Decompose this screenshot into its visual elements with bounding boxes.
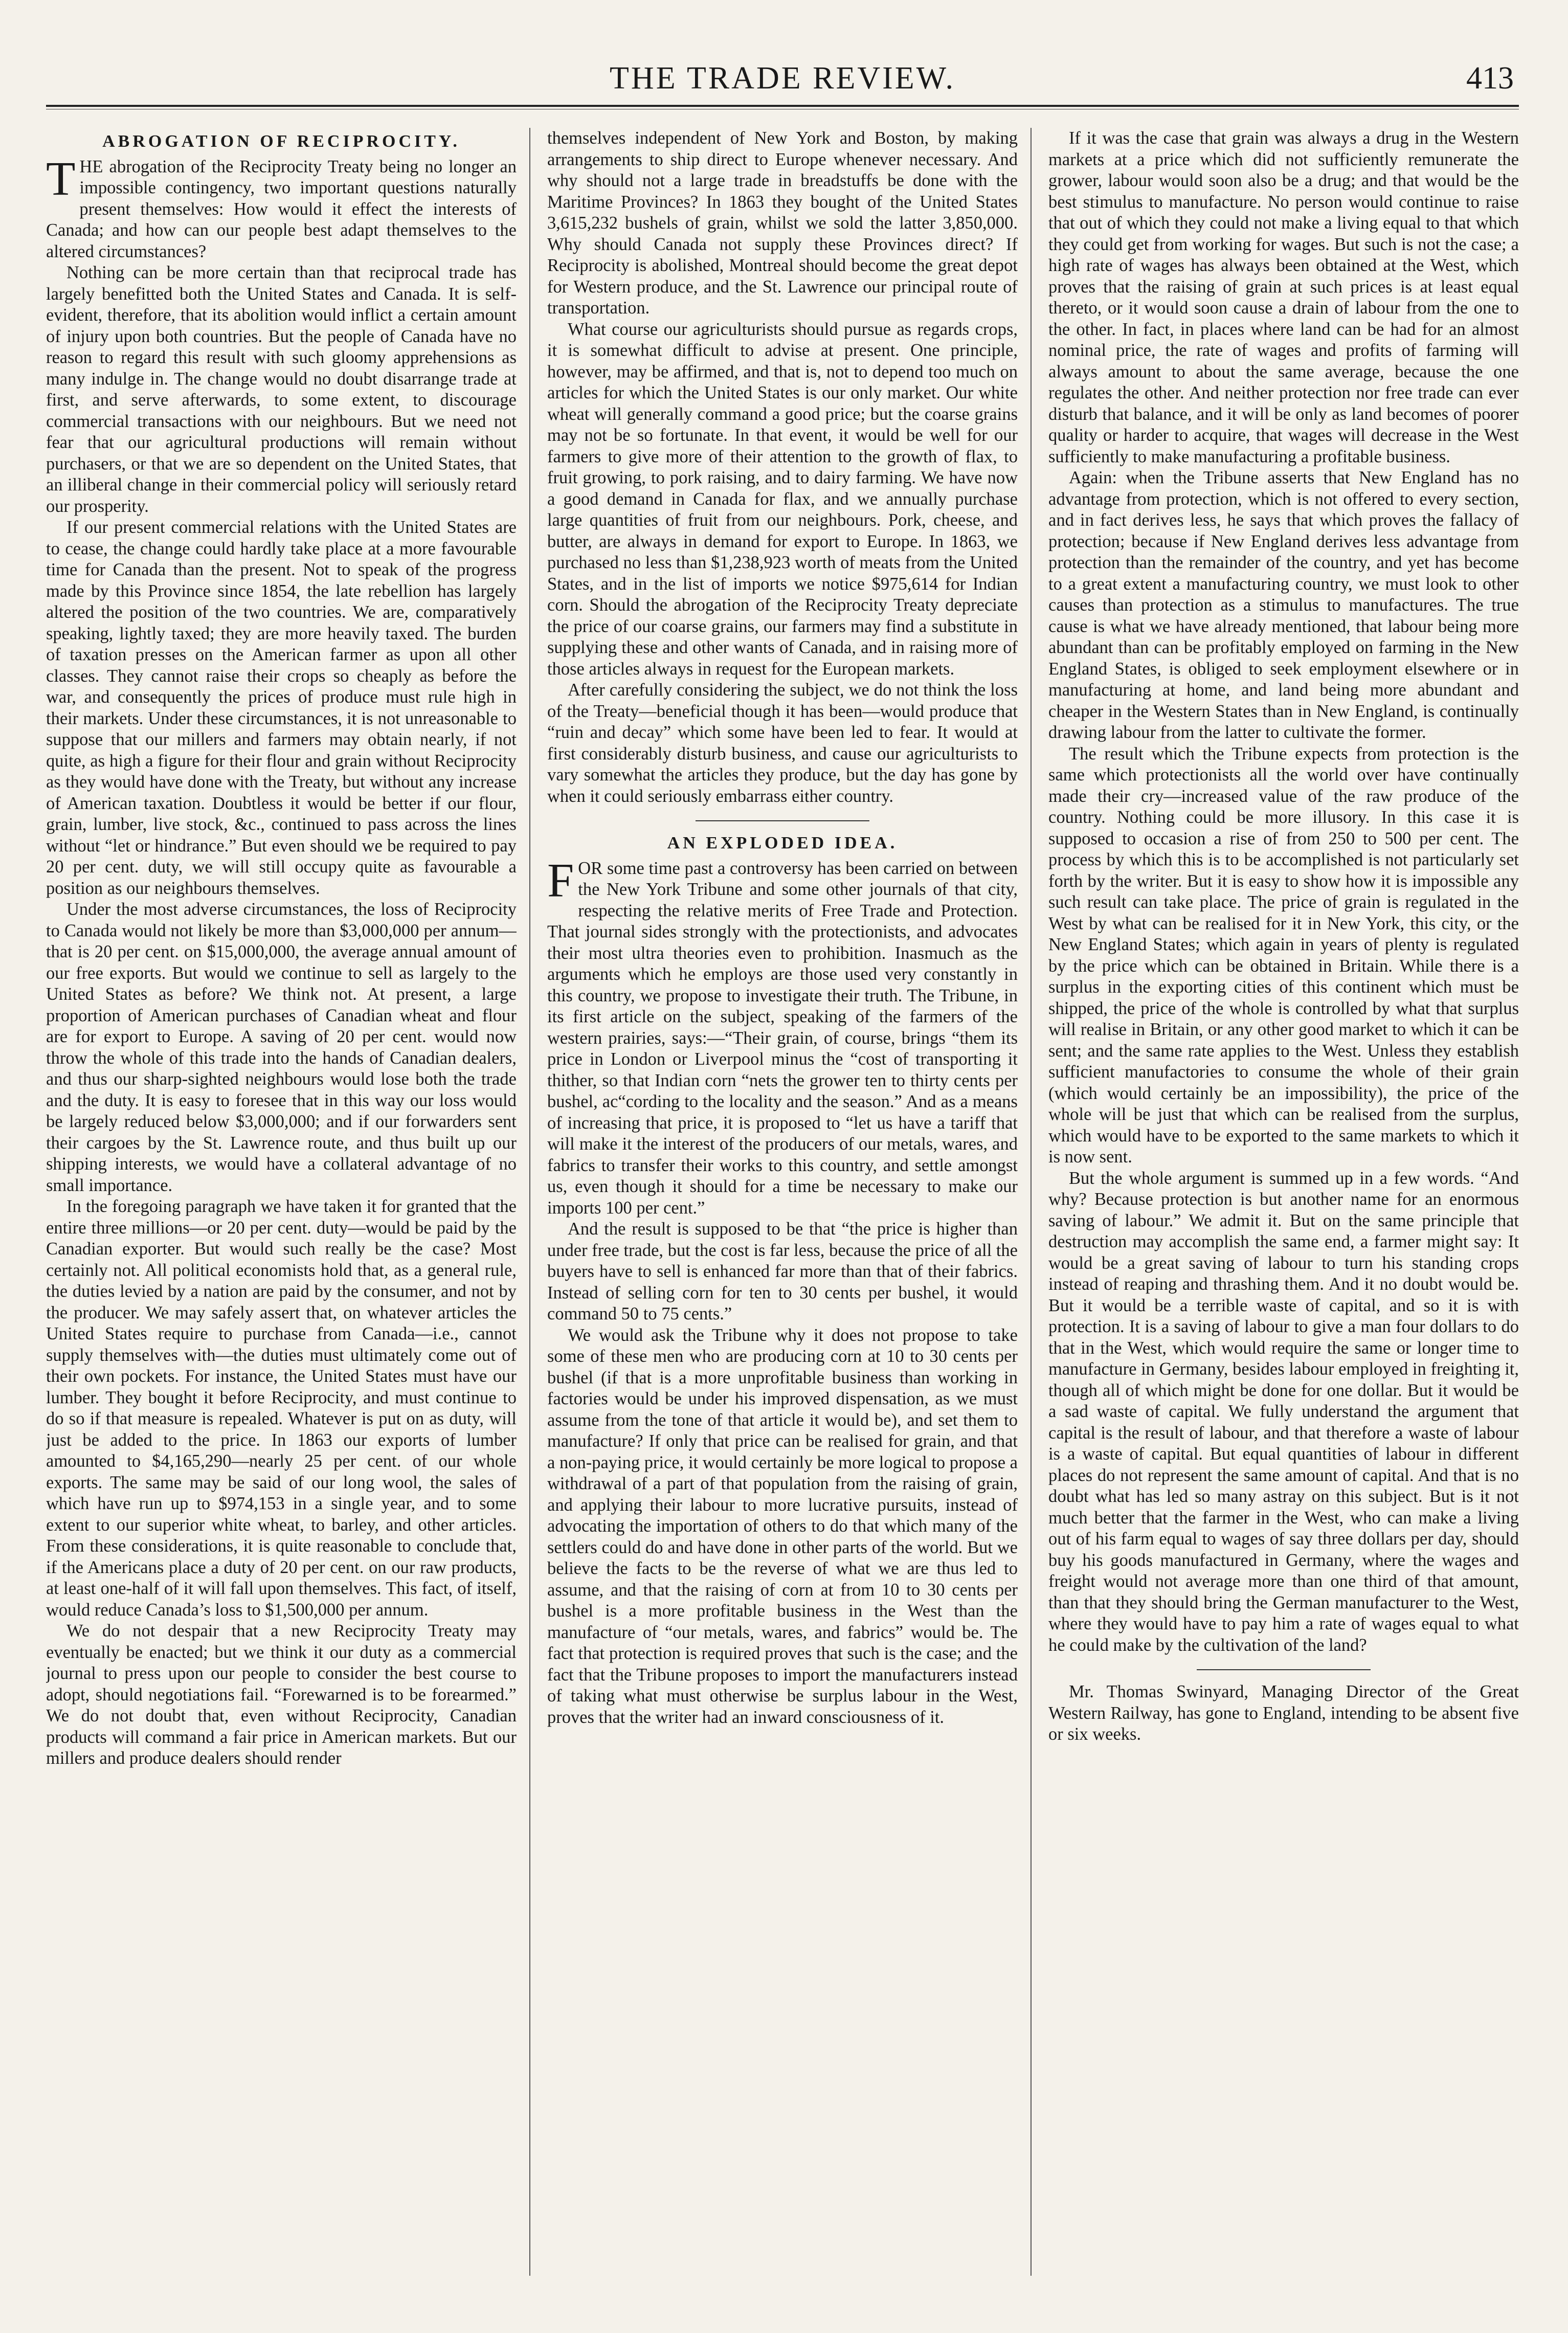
- section-divider: [696, 820, 869, 821]
- column-divider: [1031, 128, 1032, 2276]
- masthead-rule: [46, 105, 1519, 107]
- article-heading-exploded-idea: AN EXPLODED IDEA.: [667, 834, 898, 853]
- article-paragraph: We do not despair that a new Reciprocity Treaty may eventually be enacted; but we think it our duty as a commercial journal to press upon our people to consider the best course to adopt, should negotiations fail. “Forewarned is to be forearmed.” We do not doubt that, even without Reciprocity, Canadian products will command a fair price in American markets. But our millers and produce dealers should render: [46, 1621, 517, 1768]
- article-paragraph: THE abrogation of the Reciprocity Treaty being no longer an impossible contingency, two important questions naturally present themselves: How would it effect the interests of Canada; and how can our people best adapt themselves to the altered circumstances?: [46, 152, 517, 261]
- column-1: [46, 128, 517, 2276]
- article-paragraph: FOR some time past a controversy has been carried on between the New York Tribune and some other journals of that city, respecting the relative merits of Free Trade and Protection. That journal sides strongly with the protectionists, and advocates their most ultra theories even to prohibition. Inasmuch as the arguments which he employs are those used very constantly in this country, we propose to investigate their truth. The Tribune, in its first article on the subject, speaking of the farmers of the western prairies, says:—“Their grain, of course, brings “them its price in London or Liverpool minus the “cost of transporting it thither, so that Indian corn “nets the grower ten to thirty cents per bushel, ac“cording to the locality and the season.” And as a means of increasing that price, it is proposed to “let us have a tariff that will make it the interest of the producers of our metals, wares, and fabrics to transfer their works to this country, and settle amongst us, even though it should for a time be necessary to make our imports 100 per cent.”: [547, 854, 1018, 1218]
- article-paragraph: After carefully considering the subject, we do not think the loss of the Treaty—beneficial though it has been—would produce that “ruin and decay” which some have been led to fear. It would at first considerably disturb business, and cause our agriculturists to vary somewhat the articles they produce, but the day has gone by when it could seriously embarrass either country.: [547, 680, 1018, 806]
- masthead: [46, 51, 1519, 107]
- column-3: [1048, 128, 1519, 2276]
- article-paragraph: If our present commercial relations with the United States are to cease, the change could hardly take place at a more favourable time for Canada than the present. Not to speak of the progress made by this Province since 1854, the late rebellion has largely altered the position of the two countries. We are, comparatively speaking, lightly taxed; they are more heavily taxed. The burden of taxation presses on the American farmer as upon all other classes. They cannot raise their crops so cheaply as before the war, and consequently the prices of produce must rule high in their markets. Under these circumstances, it is not unreasonable to suppose that our millers and farmers may obtain nearly, if not quite, as high a figure for their flour and grain without Reciprocity as they would have done with the Treaty, but without any increase of American taxation. Doubtless it would be better if our flour, grain, lumber, live stock, &c., continued to pass across the lines without “let or hindrance.” But even should we be required to pay 20 per cent. duty, we will still occupy quite as favourable a position as our neighbours themselves.: [46, 518, 517, 898]
- page-number: 413: [1466, 61, 1514, 96]
- article-paragraph: What course our agriculturists should pursue as regards crops, it is somewhat difficult to advise at present. One principle, however, may be affirmed, and that is, not to depend too much on articles for which the United States is our only market. Our white wheat will generally command a good price; but the coarse grains may not be so fortunate. In that event, it would be well for our farmers to give more of their attention to the growth of flax, to fruit growing, to pork raising, and to dairy farming. We have now a good demand in Canada for flax, and we annually purchase large quantities of fruit from our neighbours. Pork, cheese, and butter, are always in demand for export to Europe. In 1863, we purchased no less than $1,238,923 worth of meats from the United States, and in the list of imports we notice $975,614 for Indian corn. Should the abrogation of the Reciprocity Treaty depreciate the price of our coarse grains, our farmers may find a substitute in supplying these and other wants of Canada, and in raising more of those articles always in request for the European markets.: [547, 319, 1018, 679]
- article-paragraph: We would ask the Tribune why it does not propose to take some of these men who are producing corn at 10 to 30 cents per bushel (if that is a more unprofitable business than working in factories would be under his improved dispensation, as we must assume from the tone of that article it would be), and set them to manufacture? If only that price can be realised for grain, and that a non-paying price, it would certainly be more logical to propose a withdrawal of a part of that population from the raising of grain, and applying their labour to more lucrative pursuits, instead of advocating the importation of others to do that which many of the settlers could do and have done in other parts of the world. But we believe the facts to be the reverse of what we are thus led to assume, and that the raising of corn at from 10 to 30 cents per bushel is a more profitable business in the West than the manufacture of “our metals, wares, and fabrics” would be. The fact that protection is required proves that such is the case; and the fact that the Tribune proposes to import the manufacturers instead of taking what must otherwise be surplus labour in the West, proves that the writer had an inward consciousness of it.: [547, 1325, 1018, 1727]
- article-paragraph: The result which the Tribune expects from protection is the same which protectionists all the world over have continually made their cry—increased value of the raw produce of the country. Nothing could be more illusory. In this case it is supposed to occasion a rise of from 250 to 500 per cent. The process by which this is to be accomplished is not particularly set forth by the writer. But it is easy to show how it is impossible any such result can take place. The price of grain is regulated in the West by what can be realised for it in New York, this city, or the New England States; which again in years of plenty is regulated by the price which can be obtained in Britain. While there is a surplus in the exporting cities of this continent which must be shipped, the price of the whole is controlled by what that surplus will realise in Britain, or any other good market to which it can be sent; and the same rate applies to the West. Unless they establish sufficient manufactories to consume the whole of their grain (which would certainly be an impossibility), the price of the whole will be just that which can be realised from the surplus, which would have to be exported to the same markets to which it is now sent.: [1048, 744, 1519, 1167]
- drop-cap: F: [547, 854, 574, 907]
- drop-cap: T: [46, 152, 76, 206]
- article-paragraph: Nothing can be more certain than that reciprocal trade has largely benefitted both the United States and Canada. It is self-evident, therefore, that its abolition would inflict a certain amount of injury upon both countries. But the people of Canada have no reason to regard this result with such gloomy apprehensions as many indulge in. The change would no doubt disarrange trade at first, and serve afterwards, to some extent, to discourage commercial transactions with our neighbours. But we need not fear that our agricultural productions will remain without purchasers, or that we are so dependent on the United States, that an illiberal change in their commercial policy will seriously retard our prosperity.: [46, 263, 517, 516]
- article-paragraph: And the result is supposed to be that “the price is higher than under free trade, but the cost is far less, because the price of all the buyers have to sell is enhanced far more than that of their fabrics. Instead of selling corn for ten to 30 cents per bushel, it would command 50 to 75 cents.”: [547, 1219, 1018, 1323]
- article-paragraph: Again: when the Tribune asserts that New England has no advantage from protection, which is not offered to every section, and in fact derives less, he says that which proves the fallacy of protection; because if New England derives less advantage from protection than the remainder of the country, and yet has become to a great extent a manufacturing country, we must look to other causes than protection as a stimulus to manufactures. The true cause is what we have already mentioned, that labour being more abundant than can be profitably employed on farming in the New England States, is obliged to seek employment elsewhere or in manufacturing at home, and land being more abundant and cheaper in the Western States than in New England, is continually drawing labour from the latter to cultivate the former.: [1048, 468, 1519, 742]
- article-paragraph: If it was the case that grain was always a drug in the Western markets at a price which did not sufficiently remunerate the grower, labour would soon also be a drug; and that would be the best stimulus to manufacture. No person would continue to raise that out of which they could not make a living equal to that which they could get from working for wages. But such is not the case; a high rate of wages has always been obtained at the West, which proves that the raising of grain at such prices is at least equal thereto, or it would soon cause a drain of labour from the one to the other. In fact, in places where land can be had for an almost nominal price, the rate of wages and profits of farming will always amount to about the same average, because the one regulates the other. And neither protection nor free trade can ever disturb that balance, and it will be only as land becomes of poorer quality or harder to acquire, that wages will decrease in the West sufficiently to make manufacturing a profitable business.: [1048, 128, 1519, 466]
- article-paragraph: But the whole argument is summed up in a few words. “And why? Because protection is but another name for an enormous saving of labour.” We admit it. But on the same principle that destruction may accomplish the same end, a farmer might say: It would be a great saving of labour to turn his standing crops instead of reaping and thrashing them. And it no doubt would be. But it would be a terrible waste of capital, and so it is with protection. It is a saving of labour to give a man four dollars to do that in the West, which would require the same or longer time to manufacture in Germany, besides labour employed in freighting it, though all of which might be done for one dollar. But it would be a sad waste of capital. We fully understand the argument that capital is the result of labour, and that therefore a waste of labour is a waste of capital. But equal quantities of labour in different places do not represent the same amount of capital. And that is no doubt what has led so many astray on this subject. But is it not much better that the farmer in the West, who can make a living out of his farm equal to wages of say three dollars per day, should buy his goods manufactured in Germany, where the wages and freight would not average more than one third of that amount, than that they should bring the German manufacturer to the West, where they would have to pay him a rate of wages equal to what he could make by the cultivation of the land?: [1048, 1168, 1519, 1655]
- column-divider: [529, 128, 530, 2276]
- article-heading-reciprocity: ABROGATION OF RECIPROCITY.: [102, 132, 460, 151]
- notice-paragraph: Mr. Thomas Swinyard, Managing Director of the Great Western Railway, has gone to England, intending to be absent five or six weeks.: [1048, 1682, 1519, 1744]
- article-paragraph: In the foregoing paragraph we have taken it for granted that the entire three millions—or 20 per cent. duty—would be paid by the Canadian exporter. But would such really be the case? Most certainly not. All political economists hold that, as a general rule, the duties levied by a nation are paid by the consumer, and not by the producer. We may safely assert that, on whatever articles the United States require to purchase from Canada—i.e., cannot supply themselves with—the duties must ultimately come out of their own pockets. For instance, the United States must have our lumber. They bought it before Reciprocity, and must continue to do so if that measure is repealed. Whatever is put on as duty, will just be added to the price. In 1863 our exports of lumber amounted to $4,165,290—nearly 25 per cent. of our whole exports. The same may be said of our long wool, the sales of which have run up to $974,153 in a single year, and to some extent to our superior white wheat, to barley, and other articles. From these considerations, it is quite reasonable to conclude that, if the Americans place a duty of 20 per cent. on our raw products, at least one-half of it will fall upon themselves. This fact, of itself, would reduce Canada’s loss to $1,500,000 per annum.: [46, 1197, 517, 1620]
- section-divider: [1197, 1669, 1371, 1670]
- journal-title: THE TRADE REVIEW.: [610, 61, 955, 96]
- article-paragraph: themselves independent of New York and Boston, by making arrangements to ship direct to Europe whenever necessary. And why should not a large trade in breadstuffs be done with the Maritime Provinces? In 1863 they bought of the United States 3,615,232 bushels of grain, whilst we sold the latter 3,850,000. Why should Canada not supply these Provinces direct? If Reciprocity is abolished, Montreal should become the great depot for Western produce, and the St. Lawrence our principal route of transportation.: [547, 128, 1018, 318]
- column-2: [547, 128, 1018, 2276]
- article-paragraph: Under the most adverse circumstances, the loss of Reciprocity to Canada would not likely be more than $3,000,000 per annum—that is 20 per cent. on $15,000,000, the average annual amount of our free exports. But would we continue to sell as largely to the United States as before? We think not. At present, a large proportion of American purchases of Canadian wheat and flour are for export to Europe. A saving of 20 per cent. would now throw the whole of this trade into the hands of Canadian dealers, and thus our sharp-sighted neighbours would lose both the trade and the duty. It is easy to foresee that in this way our loss would be largely reduced below $3,000,000; and if our forwarders sent their cargoes by the St. Lawrence route, and thus built up our shipping interests, we would have a collateral advantage of no small importance.: [46, 900, 517, 1195]
